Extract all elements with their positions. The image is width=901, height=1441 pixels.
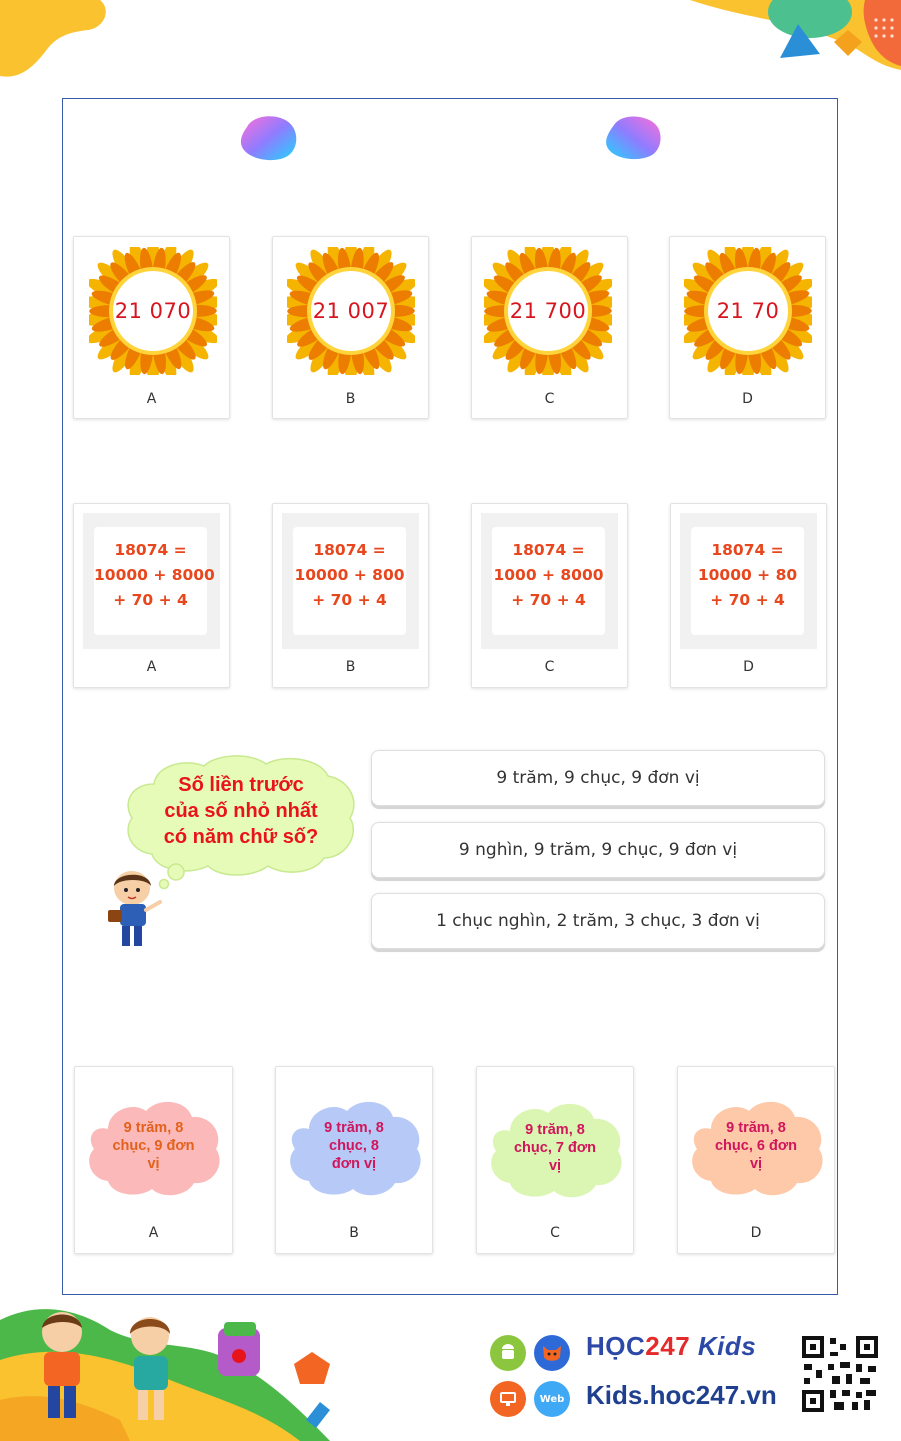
question-line-2: của số nhỏ nhất	[164, 800, 318, 822]
option-letter: C	[544, 659, 555, 675]
equation-line-3: + 70 + 4	[710, 591, 785, 609]
gradient-blob-right	[602, 113, 664, 161]
brand-kids: Kids	[697, 1331, 757, 1361]
cloud-line-1: 9 trăm, 8	[726, 1120, 786, 1136]
equation-picture	[680, 513, 817, 649]
cloud-line-2: chục, 6 đơn	[714, 1138, 797, 1154]
equation-line-3: + 70 + 4	[511, 591, 586, 609]
cloud-line-2: chục, 8	[329, 1138, 379, 1154]
equation-line-1: 18074 =	[313, 541, 386, 559]
cloud-line-1: 9 trăm, 8	[525, 1122, 585, 1138]
question-text	[130, 772, 352, 850]
sunflower-card-d[interactable]	[669, 236, 826, 419]
qr-code-icon[interactable]	[800, 1334, 880, 1414]
option-letter: D	[742, 391, 753, 407]
cloud-line-3: vị	[749, 1156, 763, 1172]
brand-logo[interactable]	[586, 1331, 756, 1362]
sunflower-card-b[interactable]	[272, 236, 429, 419]
option-letter: A	[148, 1225, 159, 1241]
option-letter: B	[345, 659, 356, 675]
cloud-card-b[interactable]	[275, 1066, 433, 1254]
gradient-blob-left	[237, 113, 299, 161]
equation-picture	[282, 513, 419, 649]
option-letter: C	[550, 1225, 560, 1241]
equation-line-2: 10000 + 800	[294, 566, 405, 584]
equation-line-2: 1000 + 8000	[493, 566, 604, 584]
sunflower-number: 21 70	[716, 299, 780, 323]
question-line-3: có năm chữ số?	[163, 826, 319, 848]
cloud-text	[276, 1119, 432, 1173]
website-url[interactable]: Kids.hoc247.vn	[586, 1380, 777, 1410]
equation-card-c[interactable]	[471, 503, 628, 688]
equation-line-1: 18074 =	[512, 541, 585, 559]
cloud-text	[678, 1119, 834, 1173]
option-letter: B	[349, 1225, 359, 1241]
android-icon[interactable]	[490, 1335, 526, 1371]
sunflower-card-c[interactable]	[471, 236, 628, 419]
question-line-1: Số liền trước	[178, 774, 304, 796]
equation-line-2: 10000 + 80	[697, 566, 798, 584]
boy-character-icon	[104, 868, 166, 948]
cloud-line-1: 9 trăm, 8	[324, 1120, 384, 1136]
answer-option-1[interactable]: 9 trăm, 9 chục, 9 đơn vị	[371, 750, 825, 806]
equation-line-1: 18074 =	[711, 541, 784, 559]
equation-card-a[interactable]	[73, 503, 230, 688]
cloud-line-2: chục, 7 đơn	[513, 1140, 596, 1156]
option-letter: A	[146, 391, 157, 407]
equation-card-d[interactable]	[670, 503, 827, 688]
cloud-line-3: vị	[147, 1156, 160, 1172]
cloud-line-1: 9 trăm, 8	[123, 1120, 184, 1136]
web-icon[interactable]: Web	[534, 1381, 570, 1417]
cloud-text	[75, 1119, 232, 1173]
option-letter: D	[750, 1225, 762, 1241]
sunflower-card-a[interactable]	[73, 236, 230, 419]
option-letter: C	[544, 391, 555, 407]
option-letter: A	[146, 659, 157, 675]
desktop-icon[interactable]	[490, 1381, 526, 1417]
answer-option-3[interactable]: 1 chục nghìn, 2 trăm, 3 chục, 3 đơn vị	[371, 893, 825, 949]
sunflower-number: 21 700	[509, 299, 587, 323]
brand-hoc: HỌC	[586, 1331, 646, 1361]
footer-kids-illustration	[0, 1300, 340, 1441]
corner-splash-top-left	[0, 0, 120, 80]
answer-option-2[interactable]: 9 nghìn, 9 trăm, 9 chục, 9 đơn vị	[371, 822, 825, 878]
brand-number: 247	[645, 1331, 691, 1361]
cloud-card-d[interactable]	[677, 1066, 835, 1254]
sunflower-number: 21 070	[114, 299, 192, 323]
equation-line-3: + 70 + 4	[312, 591, 387, 609]
cloud-line-3: đơn vị	[331, 1156, 377, 1172]
equation-line-2: 10000 + 8000	[94, 566, 215, 584]
fox-mascot-icon[interactable]	[534, 1335, 570, 1371]
equation-picture	[481, 513, 618, 649]
sunflower-number: 21 007	[312, 299, 390, 323]
cloud-card-c[interactable]	[476, 1066, 634, 1254]
cloud-line-2: chục, 9 đơn	[112, 1138, 195, 1154]
equation-line-1: 18074 =	[114, 541, 187, 559]
option-letter: B	[345, 391, 356, 407]
option-letter: D	[743, 659, 754, 675]
equation-picture	[83, 513, 220, 649]
corner-splash-top-right	[680, 0, 901, 70]
cloud-line-3: vị	[548, 1158, 562, 1174]
equation-card-b[interactable]	[272, 503, 429, 688]
cloud-card-a[interactable]	[74, 1066, 233, 1254]
cloud-text	[477, 1121, 633, 1175]
equation-line-3: + 70 + 4	[113, 591, 188, 609]
